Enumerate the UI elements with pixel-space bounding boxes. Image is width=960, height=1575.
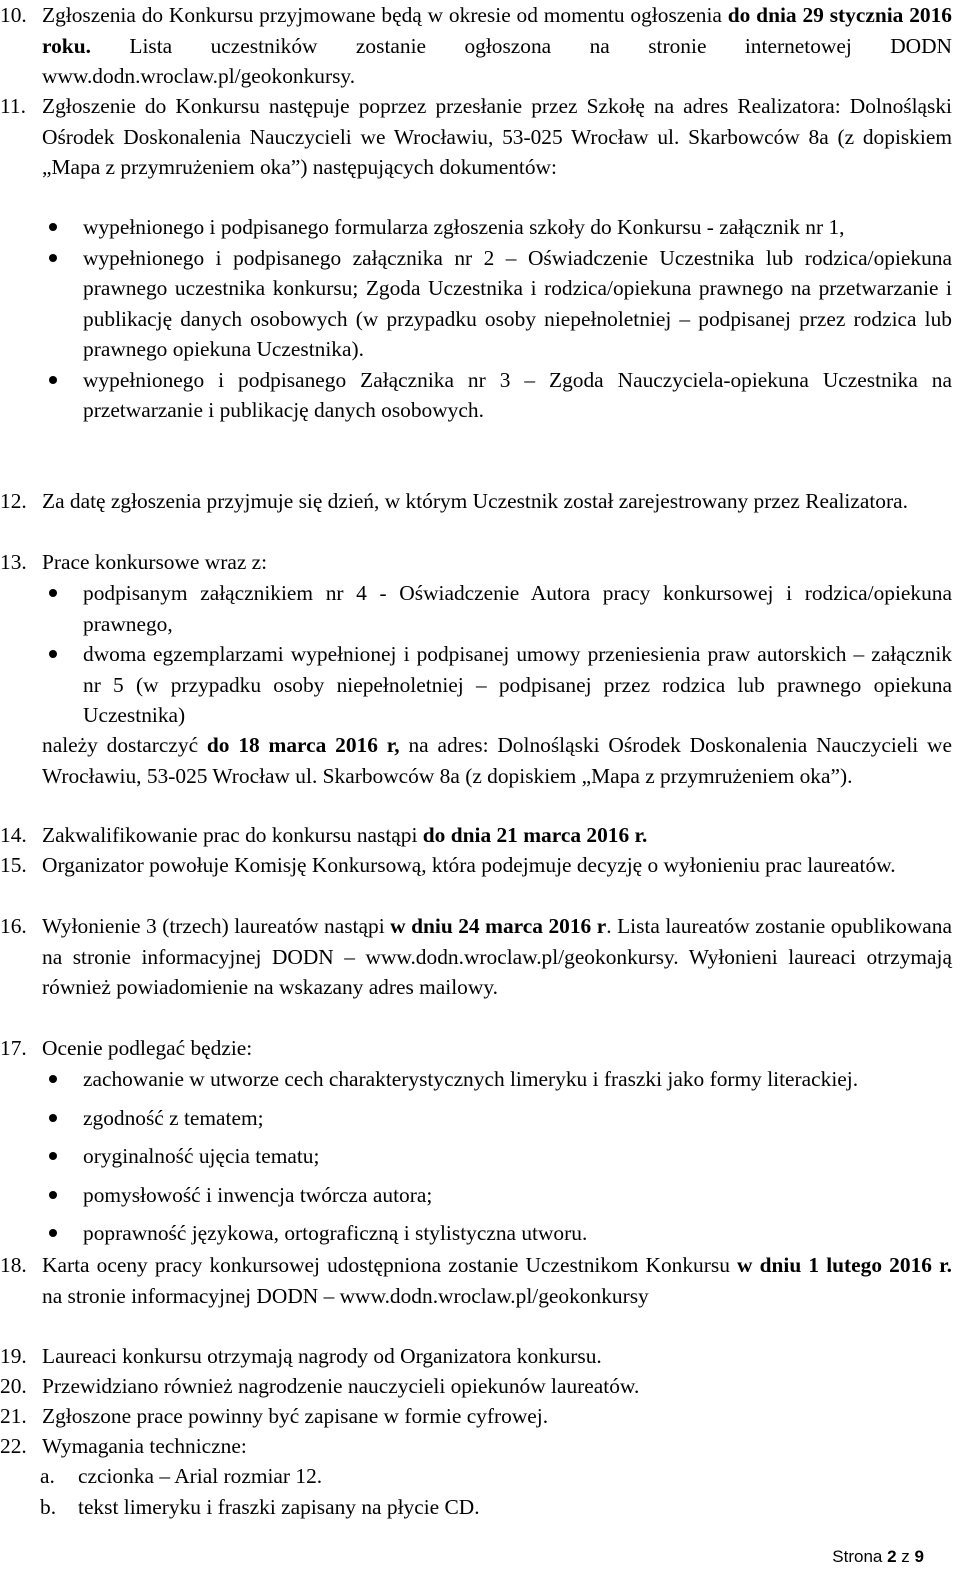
item-text: . Lista laureatów zostanie opublikowana na stronie informacyjnej DODN – www.dodn.wroclaw.pl/geokonkursy. Wyłonieni laureaci otrzymają również powiadomienie na wskazany adres mailowy. [42,914,952,999]
list-item-11 [0,91,952,183]
item-number: 10. [0,3,27,27]
bullet-icon [49,1229,57,1237]
list-item-13 [0,547,952,578]
bullet-list [0,212,952,426]
bullet-item: pomysłowość i inwencja twórcza autora; [0,1180,900,1211]
bullet-icon [49,376,57,384]
item-deadline: do dnia 29 stycznia 2016 roku. [42,3,952,58]
bullet-icon [49,1114,57,1122]
bullet-item: poprawność językowa, ortograficzną i stylistyczna utworu. [0,1218,900,1249]
item-text: Wyłonienie 3 (trzech) laureatów nastąpi [42,914,391,938]
item-text: na adres: Dolnośląski Ośrodek Doskonalenia Nauczycieli we Wrocławiu, 53-025 Wrocław ul. Skarbowców 8a (z dopiskiem „Mapa z przymrużeniem oka”). [42,733,953,788]
item-text: Zakwalifikowanie prac do konkursu nastąpi [42,823,423,847]
bullet-item: zachowanie w utworze cech charakterystycznych limeryku i fraszki jako formy literackiej. [0,1064,900,1095]
sub-list-item: b. tekst limeryku i fraszki zapisany na płycie CD. [0,1492,900,1523]
item-number: 14. [0,823,27,847]
sub-list-item: a. czcionka – Arial rozmiar 12. [0,1461,900,1492]
item-text: Wymagania techniczne: [42,1434,247,1458]
item-number: 18. [0,1253,27,1277]
bullet-item: wypełnionego i podpisanego załącznika nr 2 – Oświadczenie Uczestnika lub rodzica/opiekuna prawnego uczestnika konkursu; Zgoda Uczestnika i rodzica/opiekuna prawnego na przetwarzanie i publikację danych osobowych (w przypadku osoby niepełnoletniej – podpisanej przez rodzica lub prawnego opiekuna Uczestnika). [0,243,952,365]
item-text: Za datę zgłoszenia przyjmuje się dzień, w którym Uczestnik został zarejestrowany przez Realizatora. [42,489,908,513]
page-footer [832,1546,924,1568]
list-item-16 [0,911,952,1003]
item-text: Zgłoszenia do Konkursu przyjmowane będą w okresie od momentu ogłoszenia [42,3,728,27]
list-item-19 [0,1341,952,1372]
item-number: 17. [0,1036,27,1060]
list-item-14 [0,820,952,851]
item-number: 11. [0,94,26,118]
list-item-12 [0,486,952,517]
item-number: 13. [0,550,27,574]
item-deadline: do 18 marca 2016 r, [206,733,400,757]
item-text: Przewidziano również nagrodzenie nauczycieli opiekunów laureatów. [42,1374,640,1398]
bullet-icon [49,1075,57,1083]
bullet-item: podpisanym załącznikiem nr 4 - Oświadczenie Autora pracy konkursowej i rodzica/opiekuna prawnego, [0,578,952,639]
item-text: Organizator powołuje Komisję Konkursową, która podejmuje decyzję o wyłonieniu prac laureatów. [42,853,896,877]
bullet-list [0,578,952,731]
list-item-21 [0,1401,952,1432]
item-number: 22. [0,1434,27,1458]
list-item-22 [0,1431,952,1462]
list-item-15 [0,850,952,881]
item-number: 12. [0,489,27,513]
item-deadline: do dnia 21 marca 2016 r. [422,823,648,847]
list-item-10 [0,0,952,92]
item-number: 19. [0,1344,27,1368]
bullet-list [0,1064,900,1249]
item-text: Karta oceny pracy konkursowej udostępniona zostanie Uczestnikom Konkursu [42,1253,738,1277]
item-number: 16. [0,914,27,938]
item-number: 15. [0,853,27,877]
item-text: Zgłoszone prace powinny być zapisane w formie cyfrowej. [42,1404,549,1428]
page-separator: z [901,1547,910,1566]
item-text: na stronie informacyjnej DODN – www.dodn.wroclaw.pl/geokonkursy [42,1283,649,1308]
sub-list [0,1461,900,1522]
item-text: Zgłoszenie do Konkursu następuje poprzez przesłanie przez Szkołę na adres Realizatora: Dolnośląski Ośrodek Doskonalenia Nauczycieli we Wrocławiu, 53-025 Wrocław ul. Skarbowców 8a (z dopiskiem „Mapa z przymrużeniem oka”) następujących dokumentów: [42,94,952,179]
item-text: Prace konkursowe wraz z: [42,550,268,574]
list-item-17 [0,1033,952,1064]
item-text: Ocenie podlegać będzie: [42,1036,253,1060]
bullet-icon [49,1152,57,1160]
bullet-item: oryginalność ujęcia tematu; [0,1141,900,1172]
bullet-icon [49,1191,57,1199]
item-deadline: w dniu 1 lutego 2016 r. [737,1253,952,1277]
bullet-item: wypełnionego i podpisanego Załącznika nr 3 – Zgoda Nauczyciela-opiekuna Uczestnika na przetwarzanie i publikację danych osobowych. [0,365,952,426]
bullet-item: zgodność z tematem; [0,1103,900,1134]
item-number: 21. [0,1404,27,1428]
sub-item-letter: b. [40,1494,57,1519]
item-number: 20. [0,1374,27,1398]
bullet-icon [49,223,57,231]
bullet-item: dwoma egzemplarzami wypełnionej i podpisanej umowy przeniesienia praw autorskich – załącznik nr 5 (w przypadku osoby niepełnoletniej – podpisanej przez rodzica lub prawnego opiekuna Uczestnika) [0,639,952,731]
list-item-13-tail [0,730,952,791]
page-total: 9 [914,1547,924,1566]
item-text: Lista uczestników zostanie ogłoszona na stronie internetowej DODN www.dodn.wroclaw.pl/geokonkursy. [42,33,952,88]
item-text: Laureaci konkursu otrzymają nagrody od Organizatora konkursu. [42,1344,602,1368]
list-item-20 [0,1371,952,1402]
item-deadline: w dniu 24 marca 2016 r [390,914,607,938]
bullet-icon [49,589,57,597]
bullet-icon [49,650,57,658]
bullet-icon [49,254,57,262]
page-current: 2 [887,1547,897,1566]
bullet-item: wypełnionego i podpisanego formularza zgłoszenia szkoły do Konkursu - załącznik nr 1, [0,212,952,243]
sub-item-letter: a. [40,1464,55,1488]
page-label: Strona [832,1547,883,1566]
list-item-18 [0,1250,952,1311]
item-text: należy dostarczyć [42,733,207,757]
